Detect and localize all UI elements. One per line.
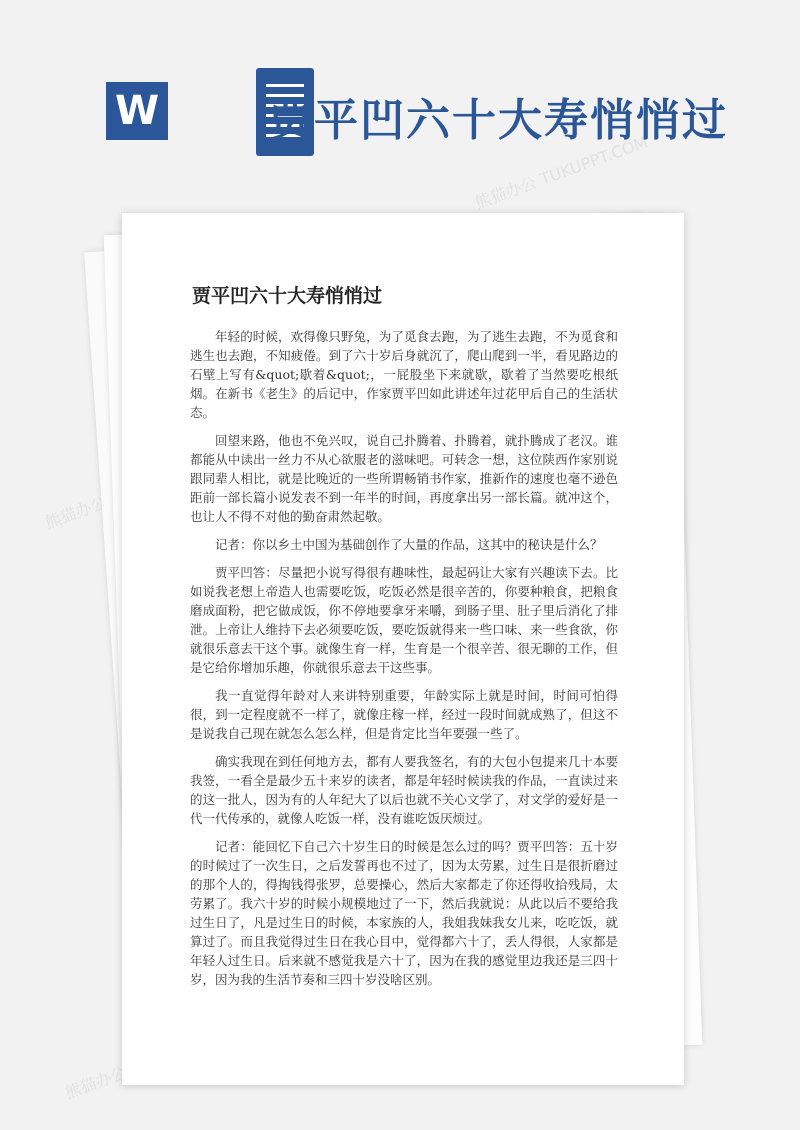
header: [0, 0, 800, 200]
paragraph-1: 年轻的时候，欢得像只野兔，为了觅食去跑，为了逃生去跑，不为觅食和逃生也去跑，不知疲倦。到了六十岁后身就沉了，爬山爬到一半，看见路边的石壁上写有&quot;歇着&quot;，一屁股坐下来就歇，歇着了当然要吃根纸烟。在新书《老生》的后记中，作家贾平凹如此讲述年过花甲后自己的生活状态。: [190, 329, 618, 420]
paragraph-7: 记者：能回忆下自己六十岁生日的时候是怎么过的吗？贾平凹答：五十岁的时候过了一次生日，之后发誓再也不过了，因为太劳累，过生日是很折磨过的那个人的，得掏钱得张罗，总要操心，然后大家都走了你还得收拾残局，太劳累了。我六十岁的时候小规模地过了一下，然后我就说：从此以后不要给我过生日了，凡是过生日的时候，本家族的人，我姐我妹我女儿来，吃吃饭，就算过了。而且我觉得过生日在我心目中，觉得都六十了，丢人得很，人家都是年轻人过生日。后来就不感觉我是六十了，因为在我的感觉里边我还是三四十岁，因为我的生活节奏和三四十岁没啥区别。: [190, 839, 618, 987]
page-title: 贾平凹六十大寿悄悄过: [192, 285, 383, 307]
document-page: [122, 213, 684, 1085]
word-icon: [106, 68, 214, 156]
watermark-1: 熊猫办公 TUKUPPT.COM: [472, 132, 651, 213]
banner-title: 贾平凹六十大寿悄悄过: [268, 95, 728, 146]
paragraph-3: 记者：你以乡土中国为基础创作了大量的作品，这其中的秘诀是什么？: [215, 537, 603, 552]
paragraph-6: 确实我现在到任何地方去，都有人要我签名，有的大包小包提来几十本要我签，一看全是最少五十来岁的读者，都是年轻时候读我的作品，一直读过来的这一批人，因为有的人年纪大了以后也就不关心文学了，对文学的爱好是一代一代传承的，就像人吃饭一样，没有谁吃饭厌烦过。: [190, 754, 618, 826]
paragraph-2: 回望来路，他也不免兴叹，说自己扑腾着、扑腾着，就扑腾成了老汉。谁都能从中读出一丝力不从心欲服老的滋味吧。可转念一想，这位陕西作家别说跟同辈人相比，就是比晚近的一些所谓畅销书作家，推新作的速度也毫不逊色距前一部长篇小说发表不到一年半的时间，再度拿出另一部长篇。就冲这个，也让人不得不对他的勤奋肃然起敬。: [190, 433, 618, 524]
watermark-4: 熊猫办公: [62, 1062, 130, 1103]
paragraph-4: 贾平凹答：尽量把小说写得很有趣味性，最起码让大家有兴趣读下去。比如说我老想上帝造人也需要吃饭，吃饭必然是很辛苦的，你要种粮食，把粮食磨成面粉，把它做成饭，你不停地要拿牙来嚼，到肠子里、肚子里后消化了排泄。上帝让人维持下去必须要吃饭，要吃饭就得来一些口味、来一些食欲，你就很乐意去干这个事。就像生育一样，生育是一个很辛苦、很无聊的工作，但是它给你增加乐趣，你就很乐意去干这些事。: [190, 565, 618, 675]
document-body: [190, 327, 618, 998]
paragraph-5: 我一直觉得年龄对人来讲特别重要，年龄实际上就是时间，时间可怕得很，到一定程度就不一样了，就像庄稼一样，经过一段时间就成熟了，但这不是说我自己现在就怎么怎么样，但是肯定比当年要强一些了。: [190, 688, 618, 741]
watermark-2: 熊猫办公: [42, 492, 110, 533]
word-badge-letter: W: [106, 82, 168, 140]
